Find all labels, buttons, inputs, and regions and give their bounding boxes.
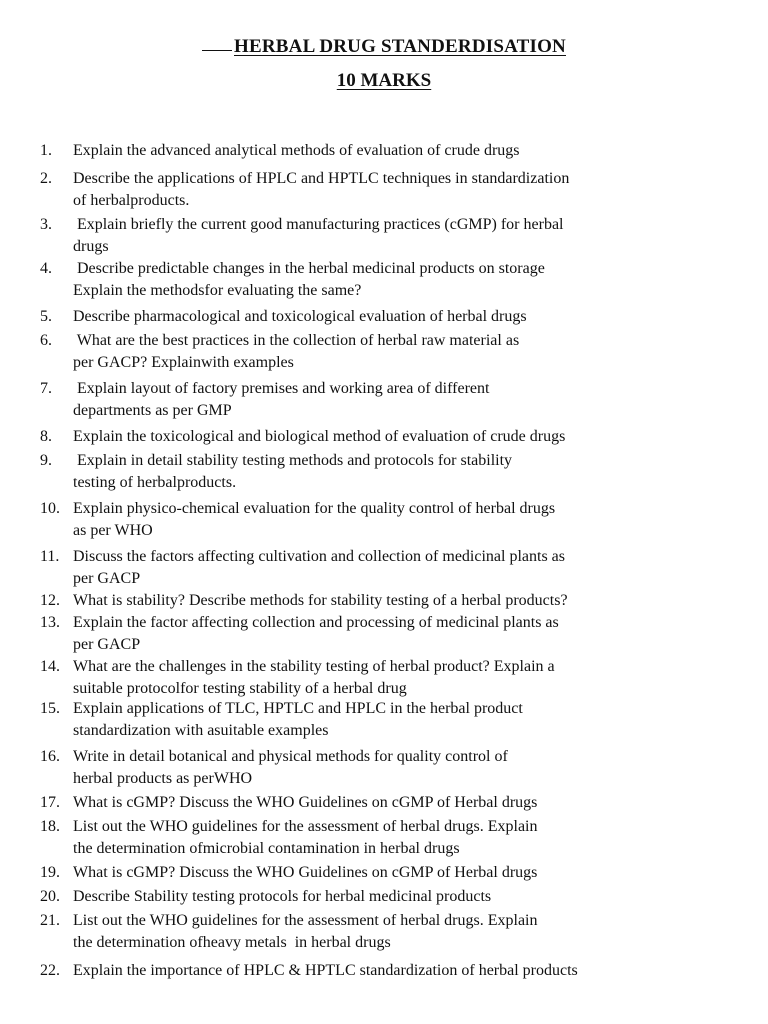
question-item (40, 792, 720, 814)
question-number: 8. (40, 428, 52, 445)
question-number: 13. (40, 614, 60, 631)
question-number: 17. (40, 794, 60, 811)
question-item (40, 862, 720, 884)
question-text-line: the determination ofheavy metals in herbal drugs (73, 934, 391, 951)
question-text-line: What is cGMP? Discuss the WHO Guidelines on cGMP of Herbal drugs (73, 794, 538, 811)
question-item (40, 698, 720, 742)
question-text-line: herbal products as perWHO (73, 770, 253, 787)
question-number: 3. (40, 216, 52, 233)
question-number: 11. (40, 548, 60, 565)
question-text-line: Explain briefly the current good manufacturing practices (cGMP) for herbal (73, 216, 564, 233)
question-item (40, 612, 720, 656)
question-text-line: Explain layout of factory premises and working area of different (73, 380, 490, 397)
question-text-line: suitable protocolfor testing stability of a herbal drug (73, 680, 407, 697)
question-item (40, 656, 720, 700)
question-number: 14. (40, 658, 60, 675)
question-item (40, 886, 720, 908)
question-text-line: per GACP? Explainwith examples (73, 354, 294, 371)
question-item (40, 590, 720, 612)
question-text-line: Describe the applications of HPLC and HPTLC techniques in standardization (73, 170, 570, 187)
question-text-line: Explain the importance of HPLC & HPTLC standardization of herbal products (73, 962, 578, 979)
question-number: 5. (40, 308, 52, 325)
question-item (40, 378, 720, 422)
question-text-line: testing of herbalproducts. (73, 474, 237, 491)
question-text-line: What is cGMP? Discuss the WHO Guidelines on cGMP of Herbal drugs (73, 864, 538, 881)
question-text-line: Explain the factor affecting collection and processing of medicinal plants as (73, 614, 559, 631)
question-text-line: List out the WHO guidelines for the assessment of herbal drugs. Explain (73, 912, 538, 929)
question-item (40, 214, 720, 258)
question-item (40, 816, 720, 860)
page-subtitle (0, 70, 768, 92)
question-item (40, 546, 720, 590)
question-text-line: departments as per GMP (73, 402, 232, 419)
question-number: 6. (40, 332, 52, 349)
question-number: 7. (40, 380, 52, 397)
page-title-text: HERBAL DRUG STANDERDISATION (234, 36, 566, 57)
question-text-line: What is stability? Describe methods for stability testing of a herbal products? (73, 592, 568, 609)
question-number: 15. (40, 700, 60, 717)
question-text-line: as per WHO (73, 522, 153, 539)
question-item (40, 746, 720, 790)
question-number: 21. (40, 912, 60, 929)
question-text-line: Write in detail botanical and physical methods for quality control of (73, 748, 508, 765)
question-text-line: List out the WHO guidelines for the assessment of herbal drugs. Explain (73, 818, 538, 835)
page-subtitle-text: 10 MARKS (336, 70, 432, 91)
question-text-line: per GACP (73, 636, 141, 653)
question-item (40, 960, 720, 982)
question-text-line: Explain the methodsfor evaluating the same? (73, 282, 362, 299)
question-text-line: Explain the toxicological and biological method of evaluation of crude drugs (73, 428, 566, 445)
question-text-line: Explain the advanced analytical methods of evaluation of crude drugs (73, 142, 520, 159)
question-text-line: standardization with asuitable examples (73, 722, 329, 739)
question-text-line: of herbalproducts. (73, 192, 190, 209)
question-item (40, 258, 720, 302)
question-text-line: drugs (73, 238, 109, 255)
question-item (40, 140, 720, 162)
question-text-line: Discuss the factors affecting cultivation and collection of medicinal plants as (73, 548, 565, 565)
question-text-line: Describe predictable changes in the herbal medicinal products on storage (73, 260, 545, 277)
question-text-line: What are the challenges in the stability testing of herbal product? Explain a (73, 658, 555, 675)
question-item (40, 426, 720, 448)
question-text-line: Explain applications of TLC, HPTLC and HPLC in the herbal product (73, 700, 523, 717)
question-item (40, 330, 720, 374)
question-item (40, 306, 720, 328)
question-text-line: Describe pharmacological and toxicological evaluation of herbal drugs (73, 308, 527, 325)
question-number: 1. (40, 142, 52, 159)
question-item (40, 168, 720, 212)
title-underline-lead (202, 49, 232, 51)
question-number: 9. (40, 452, 52, 469)
question-number: 10. (40, 500, 60, 517)
question-number: 12. (40, 592, 60, 609)
question-text-line: the determination ofmicrobial contamination in herbal drugs (73, 840, 460, 857)
question-text-line: Explain physico-chemical evaluation for the quality control of herbal drugs (73, 500, 556, 517)
question-number: 22. (40, 962, 60, 979)
page-title (0, 36, 768, 58)
question-item (40, 498, 720, 542)
question-number: 18. (40, 818, 60, 835)
question-text-line: Describe Stability testing protocols for herbal medicinal products (73, 888, 492, 905)
question-item (40, 450, 720, 494)
question-number: 4. (40, 260, 52, 277)
question-text-line: per GACP (73, 570, 141, 587)
question-number: 16. (40, 748, 60, 765)
question-text-line: What are the best practices in the collection of herbal raw material as (73, 332, 520, 349)
question-item (40, 910, 720, 954)
question-number: 20. (40, 888, 60, 905)
question-text-line: Explain in detail stability testing methods and protocols for stability (73, 452, 513, 469)
question-number: 2. (40, 170, 52, 187)
question-number: 19. (40, 864, 60, 881)
